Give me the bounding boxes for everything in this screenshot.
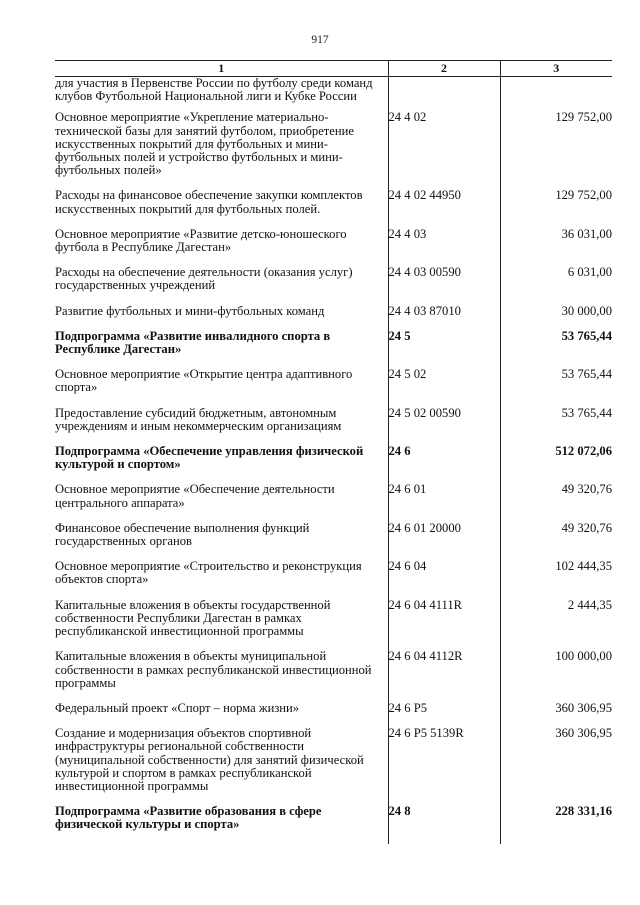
table-row	[55, 805, 612, 843]
table-row	[55, 368, 612, 406]
row-code-cell: 24 6	[388, 445, 500, 483]
row-name-cell: Предоставление субсидий бюджетным, автономным учреждениям и иным некоммерческим организациям	[55, 405, 342, 433]
row-amount-cell: 49 320,76	[500, 483, 612, 521]
row-code-cell: 24 4 03	[388, 228, 500, 266]
row-amount-cell: 360 306,95	[500, 727, 612, 805]
row-code-cell: 24 6 01 20000	[388, 522, 500, 560]
row-code-cell: 24 8	[388, 805, 500, 843]
table-row	[55, 407, 612, 445]
column-header-amount: 3	[500, 61, 612, 77]
row-code-cell: 24 5 02	[388, 368, 500, 406]
table-row	[55, 702, 612, 727]
row-name-cell: Основное мероприятие «Обеспечение деятельности центрального аппарата»	[55, 482, 335, 510]
budget-table	[55, 60, 612, 844]
row-code-cell	[388, 77, 500, 112]
row-amount-cell: 53 765,44	[500, 330, 612, 368]
column-header-code: 2	[388, 61, 500, 77]
row-code-cell: 24 6 P5 5139R	[388, 727, 500, 805]
row-amount-cell: 102 444,35	[500, 560, 612, 598]
table-row	[55, 650, 612, 702]
table-row	[55, 228, 612, 266]
row-name-cell: Подпрограмма «Развитие инвалидного спорта в Республике Дагестан»	[55, 328, 331, 357]
row-amount-cell	[500, 77, 612, 112]
table-header-row	[55, 61, 612, 77]
table-row	[55, 266, 612, 304]
row-name-cell: Капитальные вложения в объекты муниципальной собственности в рамках республиканской инвестиционной программы	[55, 649, 372, 690]
column-header-name: 1	[55, 61, 388, 77]
row-amount-cell: 2 444,35	[500, 599, 612, 651]
row-amount-cell: 53 765,44	[500, 368, 612, 406]
row-amount-cell: 228 331,16	[500, 805, 612, 843]
row-code-cell: 24 6 P5	[388, 702, 500, 727]
table-row	[55, 305, 612, 330]
table-row	[55, 111, 612, 189]
row-code-cell: 24 5	[388, 330, 500, 368]
row-code-cell: 24 6 04 4112R	[388, 650, 500, 702]
row-amount-cell: 360 306,95	[500, 702, 612, 727]
table-row	[55, 445, 612, 483]
row-code-cell: 24 6 04 4111R	[388, 599, 500, 651]
row-name-cell: Основное мероприятие «Строительство и реконструкция объектов спорта»	[55, 559, 362, 587]
row-name-cell: Федеральный проект «Спорт – норма жизни»	[55, 700, 300, 715]
row-amount-cell: 53 765,44	[500, 407, 612, 445]
row-amount-cell: 512 072,06	[500, 445, 612, 483]
row-name-cell: Подпрограмма «Развитие образования в сфере физической культуры и спорта»	[55, 804, 322, 832]
row-amount-cell: 129 752,00	[500, 189, 612, 227]
row-name-cell: для участия в Первенстве России по футболу среди команд клубов Футбольной Национальной лиги и Кубке России	[55, 76, 373, 104]
row-name-cell: Основное мероприятие «Открытие центра адаптивного спорта»	[55, 367, 353, 395]
row-code-cell: 24 5 02 00590	[388, 407, 500, 445]
table-row	[55, 599, 612, 651]
table-row	[55, 522, 612, 560]
row-amount-cell: 36 031,00	[500, 228, 612, 266]
row-name-cell: Развитие футбольных и мини-футбольных команд	[55, 303, 325, 318]
table-row	[55, 560, 612, 598]
row-amount-cell: 100 000,00	[500, 650, 612, 702]
table-row	[55, 727, 612, 805]
row-code-cell: 24 4 03 00590	[388, 266, 500, 304]
row-code-cell: 24 6 04	[388, 560, 500, 598]
row-amount-cell: 6 031,00	[500, 266, 612, 304]
row-amount-cell: 30 000,00	[500, 305, 612, 330]
row-name-cell: Основное мероприятие «Укрепление материально-технической базы для занятий футболом, приобретение искусственных покрытий для футбольных и мини-футбольных полей и устройство футбольных и мини-футбольных полей»	[55, 110, 354, 178]
row-code-cell: 24 4 03 87010	[388, 305, 500, 330]
row-code-cell: 24 4 02 44950	[388, 189, 500, 227]
row-code-cell: 24 6 01	[388, 483, 500, 521]
row-name-cell: Создание и модернизация объектов спортивной инфраструктуры региональной собственности (муниципальной собственности) для занятий физической культурой и спортом в рамках республиканской инвестиционной программы	[55, 726, 364, 793]
table-row	[55, 77, 612, 112]
row-amount-cell: 129 752,00	[500, 111, 612, 189]
table-row	[55, 189, 612, 227]
row-name-cell: Капитальные вложения в объекты государственной собственности Республики Дагестан в рамках республиканской инвестиционной программы	[55, 597, 331, 639]
row-name-cell: Основное мероприятие «Развитие детско-юношеского футбола в Республике Дагестан»	[55, 226, 347, 255]
row-amount-cell: 49 320,76	[500, 522, 612, 560]
row-name-cell: Расходы на финансовое обеспечение закупки комплектов искусственных покрытий для футбольных полей.	[55, 188, 363, 216]
table-row	[55, 483, 612, 521]
row-name-cell: Финансовое обеспечение выполнения функций государственных органов	[55, 520, 310, 549]
table-row	[55, 330, 612, 368]
row-name-cell: Подпрограмма «Обеспечение управления физической культурой и спортом»	[55, 444, 364, 472]
page-number: 917	[311, 34, 329, 46]
row-code-cell: 24 4 02	[388, 111, 500, 189]
row-name-cell: Расходы на обеспечение деятельности (оказания услуг) государственных учреждений	[55, 265, 353, 293]
